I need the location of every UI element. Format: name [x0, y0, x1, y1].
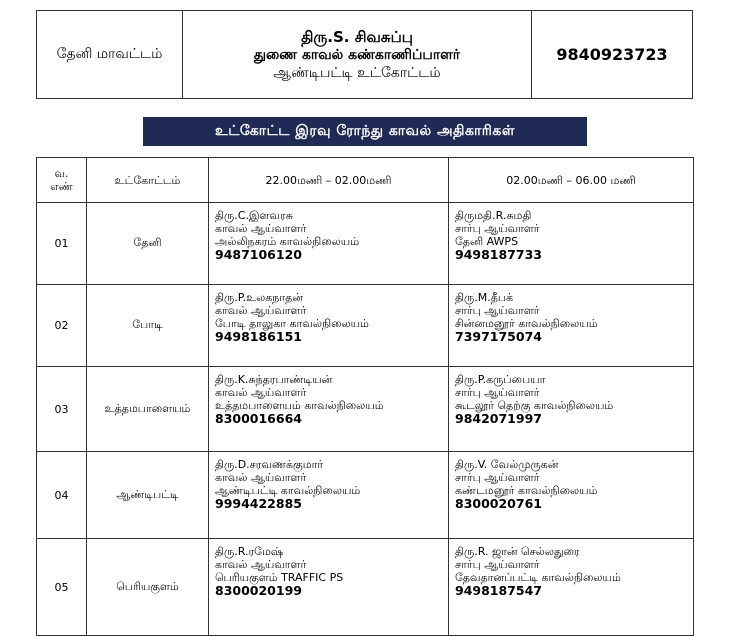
officer-name: திரு.V. வேல்முருகன்	[455, 458, 559, 471]
shift1-officer	[209, 203, 449, 285]
officer-station: போடி தாலுகா காவல்நிலையம்	[215, 317, 369, 330]
officer-designation: காவல் ஆய்வாளர்	[215, 386, 307, 399]
officer-phone: 8300020761	[455, 496, 542, 511]
officer-phone: 9498186151	[215, 329, 302, 344]
officer-name: திரு.P.கருப்பையா	[455, 373, 546, 386]
table-row	[37, 539, 694, 636]
row-subdivision: போடி	[87, 285, 209, 367]
officer-name: திரு.C.இளவரசு	[215, 209, 293, 222]
table-header-row	[37, 158, 694, 203]
officer-designation: காவல் ஆய்வாளர்	[215, 471, 307, 484]
officer-designation: சார்பு ஆய்வாளர்	[455, 471, 540, 484]
officer-designation: காவல் ஆய்வாளர்	[215, 222, 307, 235]
district-name: தேனி மாவட்டம்	[37, 11, 183, 98]
row-sno: 02	[37, 285, 87, 367]
officer-designation: காவல் ஆய்வாளர்	[215, 304, 307, 317]
dsp-info-box	[36, 10, 693, 99]
officer-phone: 9487106120	[215, 247, 302, 262]
row-subdivision: உத்தமபாளையம்	[87, 367, 209, 452]
shift1-officer	[209, 539, 449, 636]
header-subdivision: உட்கோட்டம்	[87, 158, 209, 203]
night-patrol-table	[36, 157, 694, 636]
table-row	[37, 285, 694, 367]
officer-phone: 7397175074	[455, 329, 542, 344]
row-sno: 03	[37, 367, 87, 452]
shift2-officer	[449, 452, 694, 539]
dsp-subdivision: ஆண்டிபட்டி உட்கோட்டம்	[273, 64, 441, 81]
row-sno: 05	[37, 539, 87, 636]
row-sno: 04	[37, 452, 87, 539]
officer-designation: சார்பு ஆய்வாளர்	[455, 558, 540, 571]
officer-phone: 9994422885	[215, 496, 302, 511]
table-row	[37, 203, 694, 285]
officer-station: சின்னமனூர் காவல்நிலையம்	[455, 317, 598, 330]
row-subdivision: ஆண்டிபட்டி	[87, 452, 209, 539]
row-sno: 01	[37, 203, 87, 285]
officer-name: திரு.M.தீபக்	[455, 291, 514, 304]
dsp-officer-cell	[183, 11, 532, 98]
officer-station: தேவதானப்பட்டி காவல்நிலையம்	[455, 571, 621, 584]
officer-station: கூடலூர் தெற்கு காவல்நிலையம்	[455, 399, 614, 412]
header-sno	[37, 158, 87, 203]
officer-station: தேனி AWPS	[455, 235, 519, 248]
row-subdivision: பெரியகுளம்	[87, 539, 209, 636]
shift2-officer	[449, 285, 694, 367]
officer-phone: 8300020199	[215, 583, 302, 598]
officer-name: திருமதி.R.சுமதி	[455, 209, 532, 222]
header-shift1: 22.00மணி – 02.00மணி	[209, 158, 449, 203]
officer-phone: 9498187733	[455, 247, 542, 262]
officer-name: திரு.K.சுந்தரபாண்டியன்	[215, 373, 333, 386]
officer-station: பெரியகுளம் TRAFFIC PS	[215, 571, 344, 584]
table-row	[37, 452, 694, 539]
officer-station: உத்தமபாளையம் காவல்நிலையம்	[215, 399, 384, 412]
officer-station: அல்லிநகரம் காவல்நிலையம்	[215, 235, 360, 248]
officer-name: திரு.R.ரமேஷ்	[215, 545, 284, 558]
table-row	[37, 367, 694, 452]
dsp-name: திரு.S. சிவசுப்பு	[301, 27, 413, 46]
shift1-officer	[209, 367, 449, 452]
officer-designation: சார்பு ஆய்வாளர்	[455, 386, 540, 399]
dsp-designation: துணை காவல் கண்காணிப்பாளர்	[253, 46, 461, 63]
header-shift2: 02.00மணி – 06.00 மணி	[449, 158, 694, 203]
officer-name: திரு.R. ஜான் செல்லதுரை	[455, 545, 580, 558]
officer-phone: 8300016664	[215, 411, 302, 426]
dsp-phone: 9840923723	[556, 45, 668, 64]
shift1-officer	[209, 452, 449, 539]
section-banner: உட்கோட்ட இரவு ரோந்து காவல் அதிகாரிகள்	[143, 117, 587, 146]
officer-name: திரு.P.உலகநாதன்	[215, 291, 303, 304]
officer-name: திரு.D.சரவணக்குமார்	[215, 458, 324, 471]
shift1-officer	[209, 285, 449, 367]
row-subdivision: தேனி	[87, 203, 209, 285]
header-sno-line2: எண்	[50, 180, 73, 193]
officer-station: கண்டமனூர் காவல்நிலையம்	[455, 484, 598, 497]
officer-phone: 9842071997	[455, 411, 542, 426]
officer-designation: சார்பு ஆய்வாளர்	[455, 222, 540, 235]
officer-designation: காவல் ஆய்வாளர்	[215, 558, 307, 571]
header-sno-line1: வ.	[54, 167, 69, 180]
officer-phone: 9498187547	[455, 583, 542, 598]
officer-station: ஆண்டிபட்டி காவல்நிலையம்	[215, 484, 361, 497]
shift2-officer	[449, 539, 694, 636]
shift2-officer	[449, 367, 694, 452]
shift2-officer	[449, 203, 694, 285]
officer-designation: சார்பு ஆய்வாளர்	[455, 304, 540, 317]
